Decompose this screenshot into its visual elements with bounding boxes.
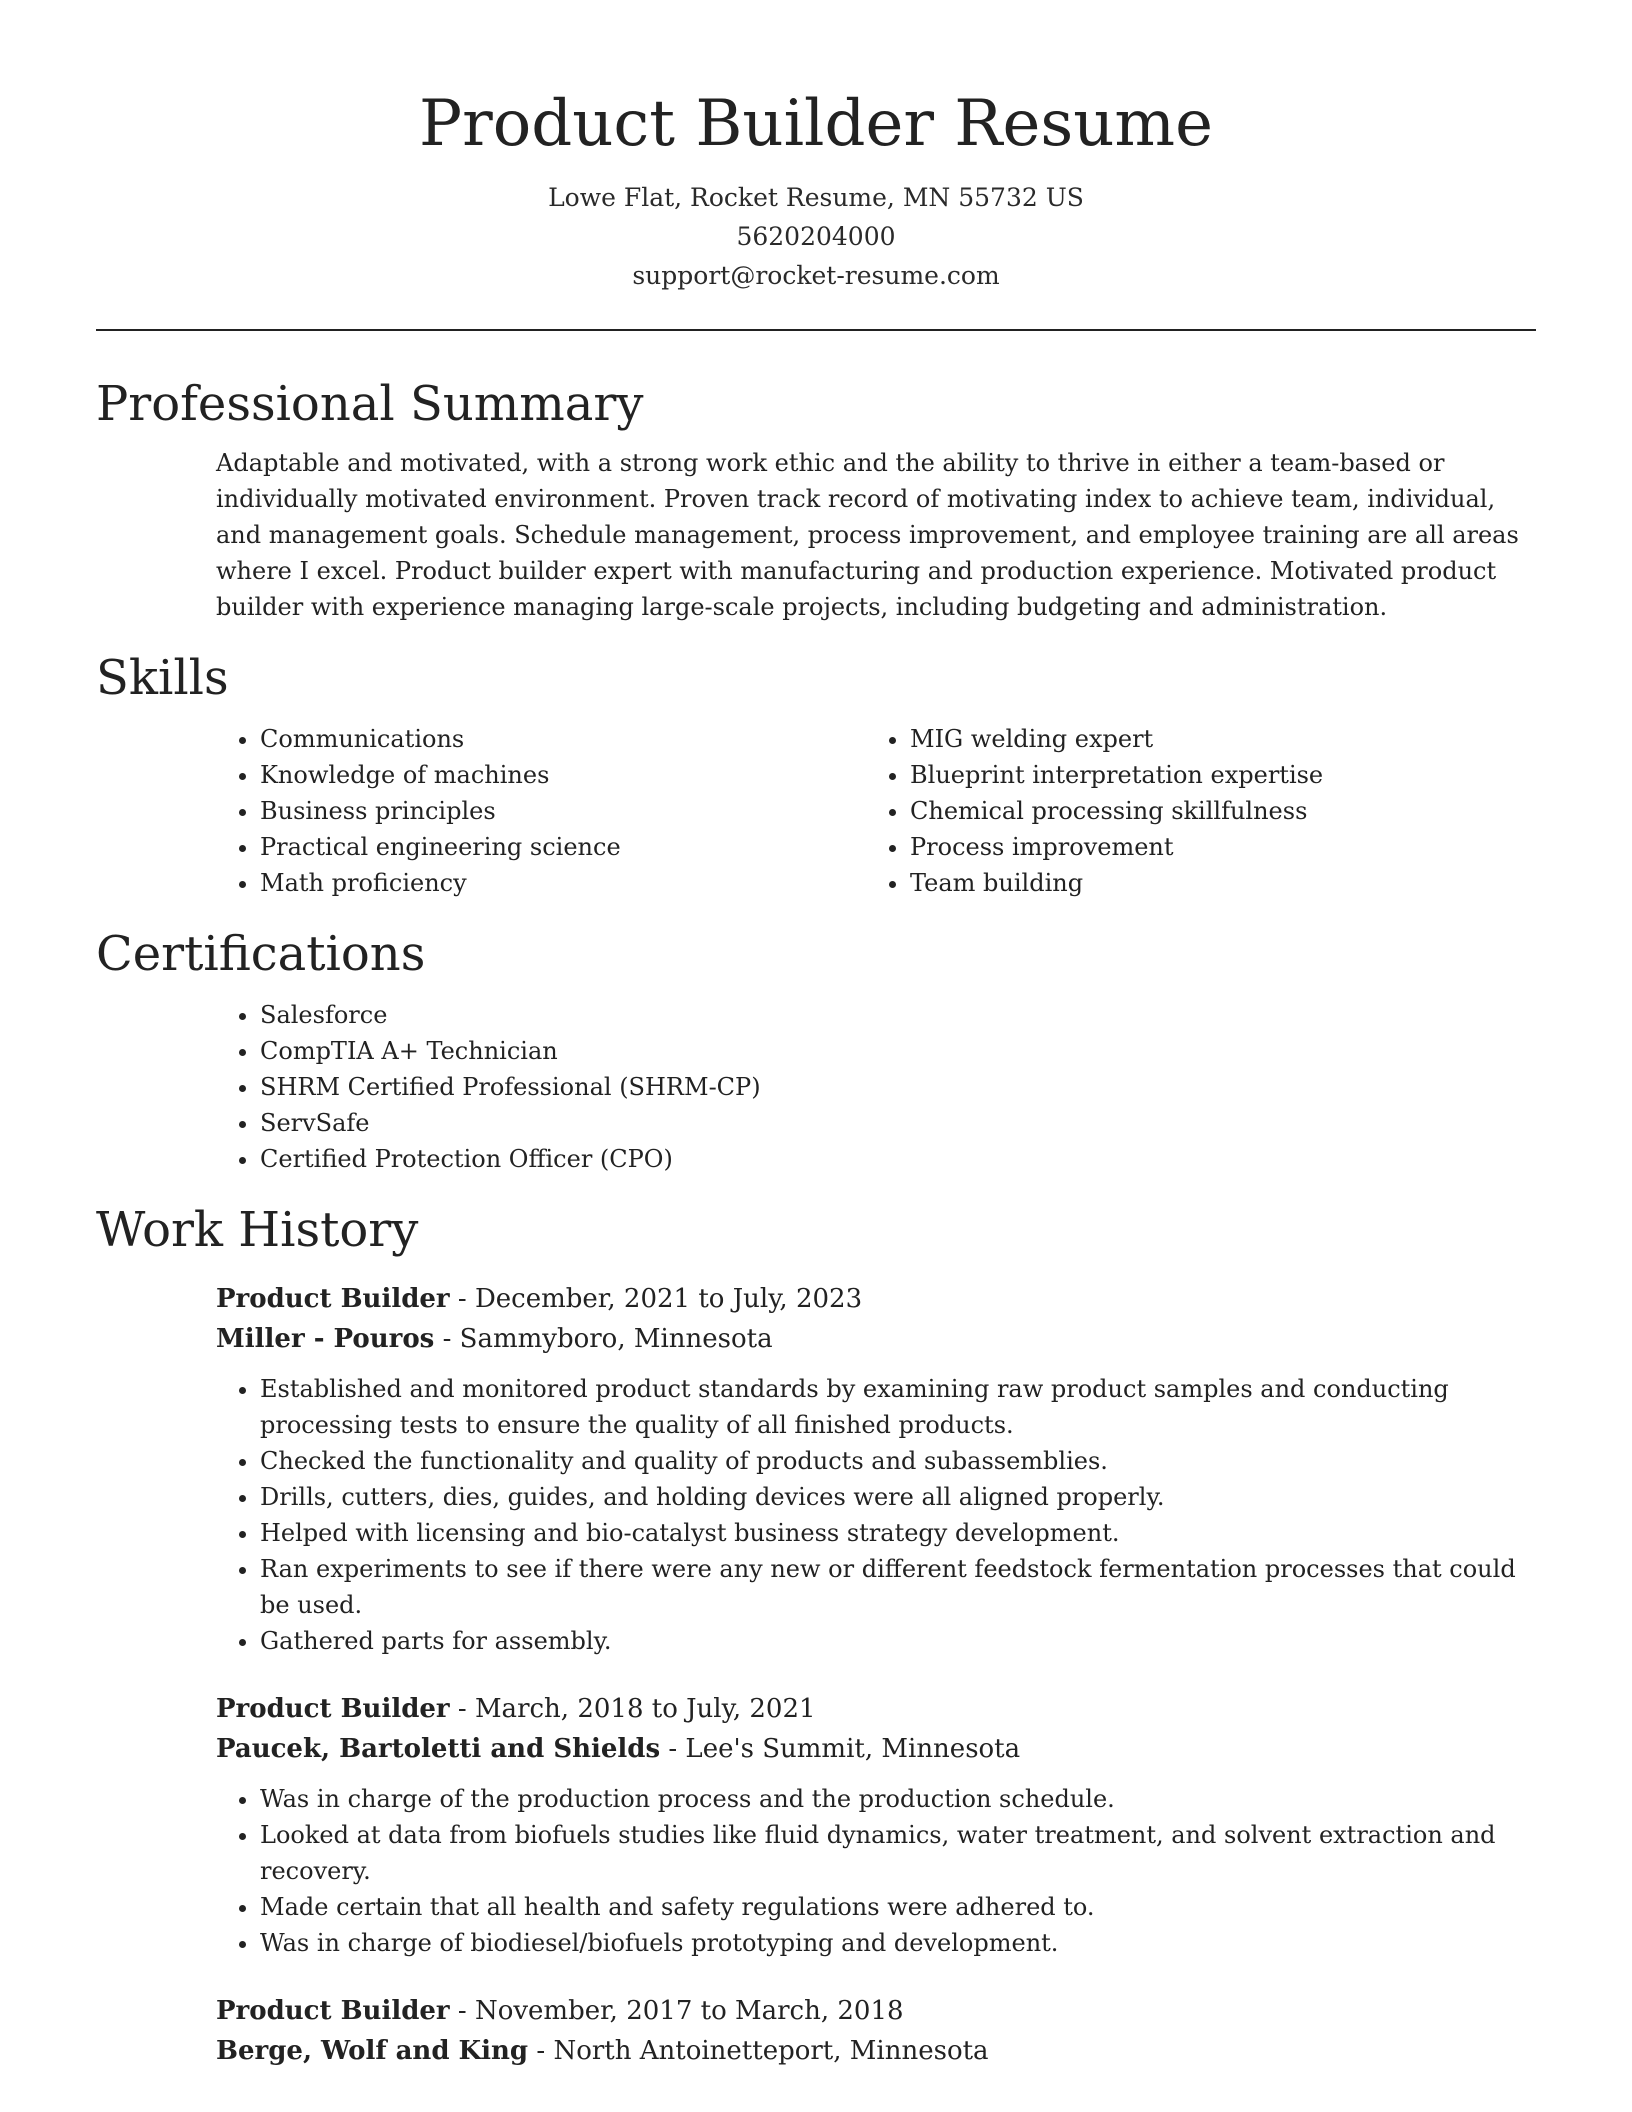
certification-item: • ServSafe: [260, 1105, 1536, 1141]
job-title: Product Builder: [216, 1694, 450, 1724]
job-location: - Sammyboro, Minnesota: [434, 1324, 773, 1354]
contact-block: [96, 178, 1536, 295]
job-title-line: [216, 1991, 1536, 2031]
job-bullet: • Made certain that all health and safety regulations were adhered to.: [260, 1889, 1536, 1925]
job-bullet: • Checked the functionality and quality of products and subassemblies.: [260, 1443, 1536, 1479]
job-dates: - November, 2017 to March, 2018: [449, 1996, 904, 2026]
job-dates: - December, 2021 to July, 2023: [449, 1284, 863, 1314]
contact-address: Lowe Flat, Rocket Resume, MN 55732 US: [548, 183, 1084, 212]
job-bullets: [216, 1371, 1536, 1659]
header-divider: [96, 329, 1536, 331]
job-dates: - March, 2018 to July, 2021: [449, 1694, 816, 1724]
job-bullet: • Helped with licensing and bio-catalyst business strategy development.: [260, 1515, 1536, 1551]
skill-item: • Team building: [910, 865, 1516, 901]
work-history-section: [96, 1201, 1536, 2071]
resume-page: [96, 0, 1536, 2071]
certifications-section: [96, 925, 1536, 1177]
skill-item: • Knowledge of machines: [260, 757, 866, 793]
job-bullet: • Looked at data from biofuels studies like fluid dynamics, water treatment, and solvent extraction and recovery.: [260, 1817, 1536, 1889]
skill-item: • Business principles: [260, 793, 866, 829]
job-bullet: • Was in charge of biodiesel/biofuels prototyping and development.: [260, 1925, 1536, 1961]
job-bullet: • Established and monitored product standards by examining raw product samples and conducting processing tests to ensure the quality of all finished products.: [260, 1371, 1536, 1443]
skills-title: Skills: [96, 650, 229, 706]
job-company: Paucek, Bartoletti and Shields: [216, 1734, 661, 1764]
job-bullets: [216, 1781, 1536, 1961]
job-location: - Lee's Summit, Minnesota: [660, 1734, 1021, 1764]
job-title: Product Builder: [216, 1284, 450, 1314]
job-entry: [216, 1991, 1536, 2071]
skill-item: • Chemical processing skillfulness: [910, 793, 1516, 829]
certification-item: • Salesforce: [260, 997, 1536, 1033]
summary-section: [96, 375, 1536, 625]
job-company: Berge, Wolf and King: [216, 2036, 529, 2066]
job-entry: [216, 1689, 1536, 1961]
certification-item: • Certified Protection Officer (CPO): [260, 1141, 1536, 1177]
skill-item: • Communications: [260, 721, 866, 757]
job-title-line: [216, 1689, 1536, 1729]
job-title: Product Builder: [216, 1996, 450, 2026]
job-bullet: • Drills, cutters, dies, guides, and holding devices were all aligned properly.: [260, 1479, 1536, 1515]
resume-name: Product Builder Resume: [419, 87, 1213, 161]
skill-item: • Blueprint interpretation expertise: [910, 757, 1516, 793]
job-bullet: • Ran experiments to see if there were any new or different feedstock fermentation processes that could be used.: [260, 1551, 1536, 1623]
summary-title: Professional Summary: [96, 376, 644, 432]
skills-column-right: [866, 721, 1516, 901]
skill-item: • Process improvement: [910, 829, 1516, 865]
job-entry: [216, 1279, 1536, 1659]
certification-item: • SHRM Certified Professional (SHRM-CP): [260, 1069, 1536, 1105]
job-company-line: [216, 2031, 1536, 2071]
resume-header: [96, 0, 1536, 295]
job-bullet: • Was in charge of the production process and the production schedule.: [260, 1781, 1536, 1817]
job-location: - North Antoinetteport, Minnesota: [528, 2036, 989, 2066]
summary-text: Adaptable and motivated, with a strong work ethic and the ability to thrive in either a team-based or individually motivated environment. Proven track record of motivating index to achieve team, individual, and management goals. Schedule management, process improvement, and employee training are all areas where I excel. Product builder expert with manufacturing and production experience. Motivated product builder with experience managing large-scale projects, including budgeting and administration.: [216, 449, 1519, 621]
contact-phone: 5620204000: [736, 222, 896, 251]
contact-email: support@rocket-resume.com: [632, 261, 1000, 290]
certifications-list: [216, 997, 1536, 1177]
job-company-line: [216, 1729, 1536, 1769]
skill-item: • Math proficiency: [260, 865, 866, 901]
work-history-title: Work History: [96, 1202, 419, 1258]
job-bullet: • Gathered parts for assembly.: [260, 1623, 1536, 1659]
skills-section: [96, 649, 1536, 901]
skill-item: • Practical engineering science: [260, 829, 866, 865]
job-company: Miller - Pouros: [216, 1324, 435, 1354]
job-title-line: [216, 1279, 1536, 1319]
certification-item: • CompTIA A+ Technician: [260, 1033, 1536, 1069]
skills-grid: [216, 721, 1536, 901]
job-company-line: [216, 1319, 1536, 1359]
skill-item: • MIG welding expert: [910, 721, 1516, 757]
certifications-title: Certifications: [96, 926, 426, 982]
skills-column-left: [216, 721, 866, 901]
